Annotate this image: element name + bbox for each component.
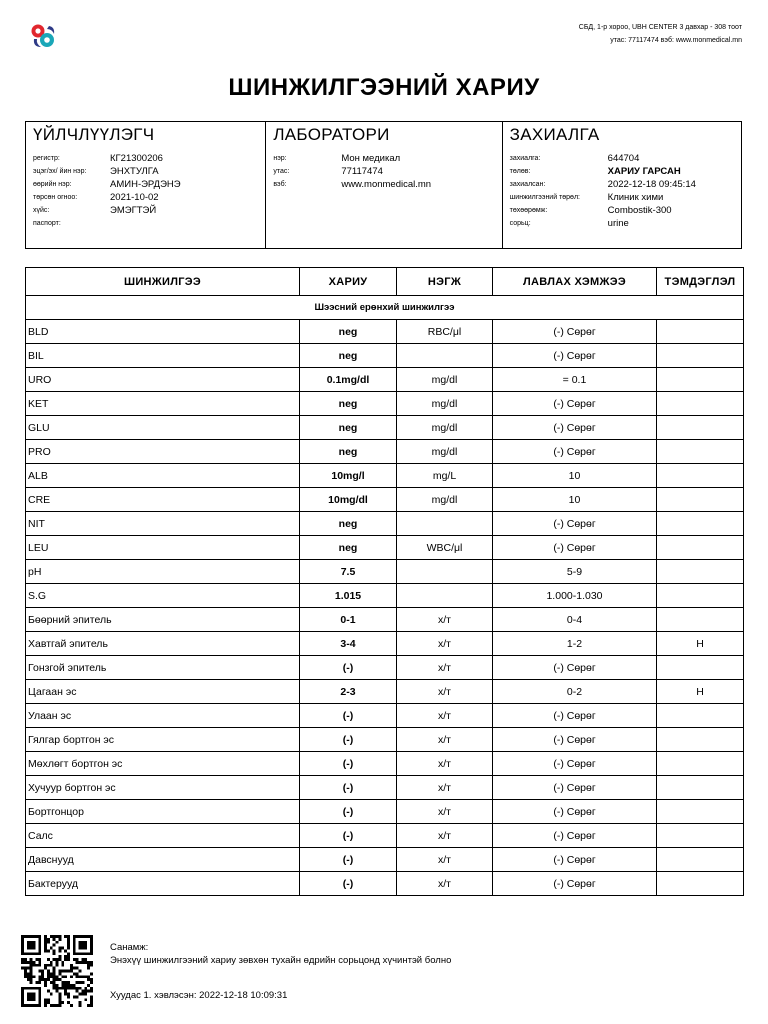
unit-cell bbox=[397, 560, 493, 584]
unit-cell bbox=[397, 584, 493, 608]
order-field-value: 2022-12-18 09:45:14 bbox=[607, 179, 696, 190]
test-name-cell: Давснууд bbox=[26, 848, 300, 872]
client-field bbox=[33, 204, 259, 217]
test-name-cell: BIL bbox=[26, 344, 300, 368]
result-cell: 2-3 bbox=[300, 680, 397, 704]
test-name-cell: BLD bbox=[26, 320, 300, 344]
header-contact: утас: 77117474 вэб: www.monmedical.mn bbox=[610, 37, 742, 44]
table-row bbox=[26, 560, 744, 584]
order-field-label: захиалга: bbox=[509, 155, 541, 162]
unit-cell: х/т bbox=[397, 776, 493, 800]
lab-field bbox=[273, 178, 495, 191]
table-row bbox=[26, 488, 744, 512]
test-name-cell: CRE bbox=[26, 488, 300, 512]
note-cell bbox=[657, 584, 744, 608]
client-field-label: төрсөн огноо: bbox=[33, 194, 78, 201]
reference-cell: (-) Сөрөг bbox=[493, 344, 657, 368]
client-field bbox=[33, 191, 259, 204]
note-cell bbox=[657, 608, 744, 632]
result-cell: 0-1 bbox=[300, 608, 397, 632]
note-cell bbox=[657, 872, 744, 896]
table-row bbox=[26, 392, 744, 416]
note-cell bbox=[657, 368, 744, 392]
reference-cell: (-) Сөрөг bbox=[493, 440, 657, 464]
test-name-cell: URO bbox=[26, 368, 300, 392]
reference-cell: 1.000-1.030 bbox=[493, 584, 657, 608]
order-field-label: захиалсан: bbox=[509, 181, 546, 188]
result-cell: (-) bbox=[300, 824, 397, 848]
unit-cell: mg/dl bbox=[397, 392, 493, 416]
page-info: Хуудас 1. хэвлэсэн: 2022-12-18 10:09:31 bbox=[110, 990, 288, 1001]
result-cell: 10mg/l bbox=[300, 464, 397, 488]
table-row bbox=[26, 752, 744, 776]
table-row bbox=[26, 320, 744, 344]
result-cell: (-) bbox=[300, 728, 397, 752]
table-row bbox=[26, 416, 744, 440]
col-header-result: ХАРИУ bbox=[300, 268, 397, 296]
test-name-cell: LEU bbox=[26, 536, 300, 560]
reference-cell: (-) Сөрөг bbox=[493, 320, 657, 344]
test-name-cell: Салс bbox=[26, 824, 300, 848]
unit-cell bbox=[397, 512, 493, 536]
table-row bbox=[26, 512, 744, 536]
note-cell bbox=[657, 416, 744, 440]
lab-field-value: 77117474 bbox=[341, 166, 383, 177]
client-heading: ҮЙЛЧЛҮҮЛЭГЧ bbox=[33, 125, 155, 144]
test-name-cell: GLU bbox=[26, 416, 300, 440]
lab-field-value: Мон медикал bbox=[341, 153, 401, 164]
table-row bbox=[26, 800, 744, 824]
table-row bbox=[26, 464, 744, 488]
order-section bbox=[502, 122, 741, 248]
info-panel bbox=[25, 121, 742, 249]
col-header-test: ШИНЖИЛГЭЭ bbox=[26, 268, 300, 296]
client-field bbox=[33, 152, 259, 165]
reference-cell: (-) Сөрөг bbox=[493, 824, 657, 848]
order-field-label: шинжилгээний төрөл: bbox=[509, 194, 580, 201]
table-row bbox=[26, 584, 744, 608]
section-title: Шээсний ерөнхий шинжилгээ bbox=[26, 296, 744, 320]
note-cell bbox=[657, 464, 744, 488]
lab-field-label: нэр: bbox=[273, 155, 287, 162]
client-field-value: ЭНХТУЛГА bbox=[110, 166, 159, 177]
reference-cell: (-) Сөрөг bbox=[493, 704, 657, 728]
result-cell: (-) bbox=[300, 656, 397, 680]
unit-cell: mg/dl bbox=[397, 440, 493, 464]
header-address: СБД, 1-р хороо, UBH CENTER 3 давхар - 308 тоот bbox=[578, 24, 742, 31]
results-body bbox=[26, 296, 744, 896]
section-row bbox=[26, 296, 744, 320]
note-cell bbox=[657, 824, 744, 848]
unit-cell: х/т bbox=[397, 800, 493, 824]
unit-cell: х/т bbox=[397, 680, 493, 704]
reference-cell: (-) Сөрөг bbox=[493, 512, 657, 536]
result-cell: neg bbox=[300, 536, 397, 560]
test-name-cell: ALB bbox=[26, 464, 300, 488]
reference-cell: (-) Сөрөг bbox=[493, 800, 657, 824]
footer-note bbox=[110, 941, 451, 967]
note-cell bbox=[657, 392, 744, 416]
note-cell bbox=[657, 848, 744, 872]
order-field bbox=[510, 204, 735, 217]
lab-field bbox=[273, 152, 495, 165]
unit-cell: х/т bbox=[397, 752, 493, 776]
result-cell: (-) bbox=[300, 704, 397, 728]
note-label: Санамж: bbox=[110, 942, 149, 953]
reference-cell: (-) Сөрөг bbox=[493, 416, 657, 440]
unit-cell: mg/dl bbox=[397, 416, 493, 440]
unit-cell: mg/L bbox=[397, 464, 493, 488]
reference-cell: 10 bbox=[493, 464, 657, 488]
unit-cell: RBC/μl bbox=[397, 320, 493, 344]
reference-cell: 0-2 bbox=[493, 680, 657, 704]
test-name-cell: Хучуур бортгон эс bbox=[26, 776, 300, 800]
client-field bbox=[33, 217, 259, 230]
order-field bbox=[510, 191, 735, 204]
page-title: ШИНЖИЛГЭЭНИЙ ХАРИУ bbox=[228, 74, 540, 101]
unit-cell bbox=[397, 344, 493, 368]
table-row bbox=[26, 704, 744, 728]
order-heading: ЗАХИАЛГА bbox=[509, 125, 600, 144]
note-cell bbox=[657, 488, 744, 512]
unit-cell: х/т bbox=[397, 704, 493, 728]
reference-cell: (-) Сөрөг bbox=[493, 656, 657, 680]
result-cell: 3-4 bbox=[300, 632, 397, 656]
table-row bbox=[26, 440, 744, 464]
note-cell bbox=[657, 752, 744, 776]
table-row bbox=[26, 680, 744, 704]
result-cell: 0.1mg/dl bbox=[300, 368, 397, 392]
unit-cell: mg/dl bbox=[397, 368, 493, 392]
reference-cell: 5-9 bbox=[493, 560, 657, 584]
table-row bbox=[26, 656, 744, 680]
result-cell: neg bbox=[300, 344, 397, 368]
company-logo-icon bbox=[30, 22, 56, 50]
test-name-cell: pH bbox=[26, 560, 300, 584]
note-cell bbox=[657, 536, 744, 560]
order-field-value: 644704 bbox=[607, 153, 640, 164]
order-field bbox=[510, 178, 735, 191]
reference-cell: (-) Сөрөг bbox=[493, 392, 657, 416]
table-row bbox=[26, 848, 744, 872]
result-cell: (-) bbox=[300, 872, 397, 896]
table-row bbox=[26, 344, 744, 368]
result-cell: 7.5 bbox=[300, 560, 397, 584]
client-field bbox=[33, 178, 259, 191]
test-name-cell: Гонзгой эпитель bbox=[26, 656, 300, 680]
order-field bbox=[510, 165, 735, 178]
order-field bbox=[510, 217, 735, 230]
result-cell: (-) bbox=[300, 800, 397, 824]
test-name-cell: Бортгонцор bbox=[26, 800, 300, 824]
note-cell bbox=[657, 728, 744, 752]
unit-cell: х/т bbox=[397, 632, 493, 656]
reference-cell: (-) Сөрөг bbox=[493, 848, 657, 872]
lab-field-value: www.monmedical.mn bbox=[341, 179, 432, 190]
order-fields bbox=[510, 152, 735, 230]
note-cell bbox=[657, 776, 744, 800]
result-cell: neg bbox=[300, 416, 397, 440]
test-name-cell: Бактерууд bbox=[26, 872, 300, 896]
unit-cell: х/т bbox=[397, 728, 493, 752]
results-header-row bbox=[26, 268, 744, 296]
client-field-label: өөрийн нэр: bbox=[33, 181, 72, 188]
test-name-cell: S.G bbox=[26, 584, 300, 608]
result-cell: neg bbox=[300, 392, 397, 416]
lab-section bbox=[265, 122, 501, 248]
reference-cell: 0-4 bbox=[493, 608, 657, 632]
unit-cell: х/т bbox=[397, 656, 493, 680]
order-field-label: төхөөрөмж: bbox=[509, 207, 548, 214]
reference-cell: (-) Сөрөг bbox=[493, 752, 657, 776]
note-cell bbox=[657, 320, 744, 344]
client-fields bbox=[33, 152, 259, 230]
result-cell: (-) bbox=[300, 776, 397, 800]
result-cell: neg bbox=[300, 320, 397, 344]
reference-cell: (-) Сөрөг bbox=[493, 776, 657, 800]
lab-fields bbox=[273, 152, 495, 191]
client-field-label: эцэг/эх/ йин нэр: bbox=[33, 168, 87, 175]
client-field-value: КГ21300206 bbox=[110, 153, 163, 164]
col-header-note: ТЭМДЭГЛЭЛ bbox=[657, 268, 744, 296]
result-cell: neg bbox=[300, 512, 397, 536]
unit-cell: WBC/μl bbox=[397, 536, 493, 560]
unit-cell: х/т bbox=[397, 872, 493, 896]
lab-field-label: утас: bbox=[273, 168, 290, 175]
lab-field-label: вэб: bbox=[273, 181, 287, 188]
unit-cell: х/т bbox=[397, 608, 493, 632]
order-field-label: сорьц: bbox=[509, 220, 531, 227]
test-name-cell: Гялгар бортгон эс bbox=[26, 728, 300, 752]
table-row bbox=[26, 608, 744, 632]
header-address-block bbox=[579, 21, 742, 47]
table-row bbox=[26, 872, 744, 896]
client-field-value: 2021-10-02 bbox=[110, 192, 159, 203]
table-row bbox=[26, 824, 744, 848]
col-header-unit: НЭГЖ bbox=[397, 268, 493, 296]
note-cell bbox=[657, 800, 744, 824]
test-name-cell: NIT bbox=[26, 512, 300, 536]
test-name-cell: PRO bbox=[26, 440, 300, 464]
order-field-value: ХАРИУ ГАРСАН bbox=[607, 166, 681, 177]
lab-heading: ЛАБОРАТОРИ bbox=[273, 125, 390, 144]
result-cell: neg bbox=[300, 440, 397, 464]
table-row bbox=[26, 368, 744, 392]
note-cell bbox=[657, 656, 744, 680]
table-row bbox=[26, 776, 744, 800]
table-row bbox=[26, 728, 744, 752]
order-field-value: urine bbox=[607, 218, 629, 229]
reference-cell: (-) Сөрөг bbox=[493, 536, 657, 560]
note-cell bbox=[657, 560, 744, 584]
reference-cell: (-) Сөрөг bbox=[493, 872, 657, 896]
test-name-cell: Мөхлөгт бортгон эс bbox=[26, 752, 300, 776]
order-field-label: төлөв: bbox=[509, 168, 531, 175]
client-field-value: АМИН-ЭРДЭНЭ bbox=[110, 179, 181, 190]
order-field-value: Combostik-300 bbox=[607, 205, 672, 216]
order-field bbox=[510, 152, 735, 165]
note-cell bbox=[657, 512, 744, 536]
client-field bbox=[33, 165, 259, 178]
qr-code bbox=[21, 935, 93, 1007]
result-cell: 1.015 bbox=[300, 584, 397, 608]
reference-cell: 1-2 bbox=[493, 632, 657, 656]
reference-cell: 10 bbox=[493, 488, 657, 512]
note-cell bbox=[657, 344, 744, 368]
note-cell bbox=[657, 440, 744, 464]
note-cell bbox=[657, 704, 744, 728]
test-name-cell: Улаан эс bbox=[26, 704, 300, 728]
col-header-reference: ЛАВЛАХ ХЭМЖЭЭ bbox=[493, 268, 657, 296]
table-row bbox=[26, 536, 744, 560]
result-cell: 10mg/dl bbox=[300, 488, 397, 512]
note-cell: H bbox=[657, 680, 744, 704]
table-row bbox=[26, 632, 744, 656]
unit-cell: mg/dl bbox=[397, 488, 493, 512]
reference-cell: (-) Сөрөг bbox=[493, 728, 657, 752]
result-cell: (-) bbox=[300, 752, 397, 776]
client-field-value: ЭМЭГТЭЙ bbox=[110, 205, 157, 216]
client-section bbox=[26, 122, 265, 248]
lab-field bbox=[273, 165, 495, 178]
unit-cell: х/т bbox=[397, 824, 493, 848]
unit-cell: х/т bbox=[397, 848, 493, 872]
client-field-label: регистр: bbox=[33, 155, 60, 162]
test-name-cell: KET bbox=[26, 392, 300, 416]
test-name-cell: Цагаан эс bbox=[26, 680, 300, 704]
results-table bbox=[25, 267, 744, 896]
note-cell: H bbox=[657, 632, 744, 656]
order-field-value: Клиник хими bbox=[607, 192, 664, 203]
test-name-cell: Хавтгай эпитель bbox=[26, 632, 300, 656]
client-field-label: паспорт: bbox=[33, 220, 61, 227]
client-field-label: хүйс: bbox=[33, 207, 50, 214]
note-text: Энэхүү шинжилгээний хариу зөвхөн тухайн өдрийн сорьцонд хүчинтэй болно bbox=[110, 955, 452, 966]
result-cell: (-) bbox=[300, 848, 397, 872]
reference-cell: = 0.1 bbox=[493, 368, 657, 392]
test-name-cell: Бөөрний эпитель bbox=[26, 608, 300, 632]
